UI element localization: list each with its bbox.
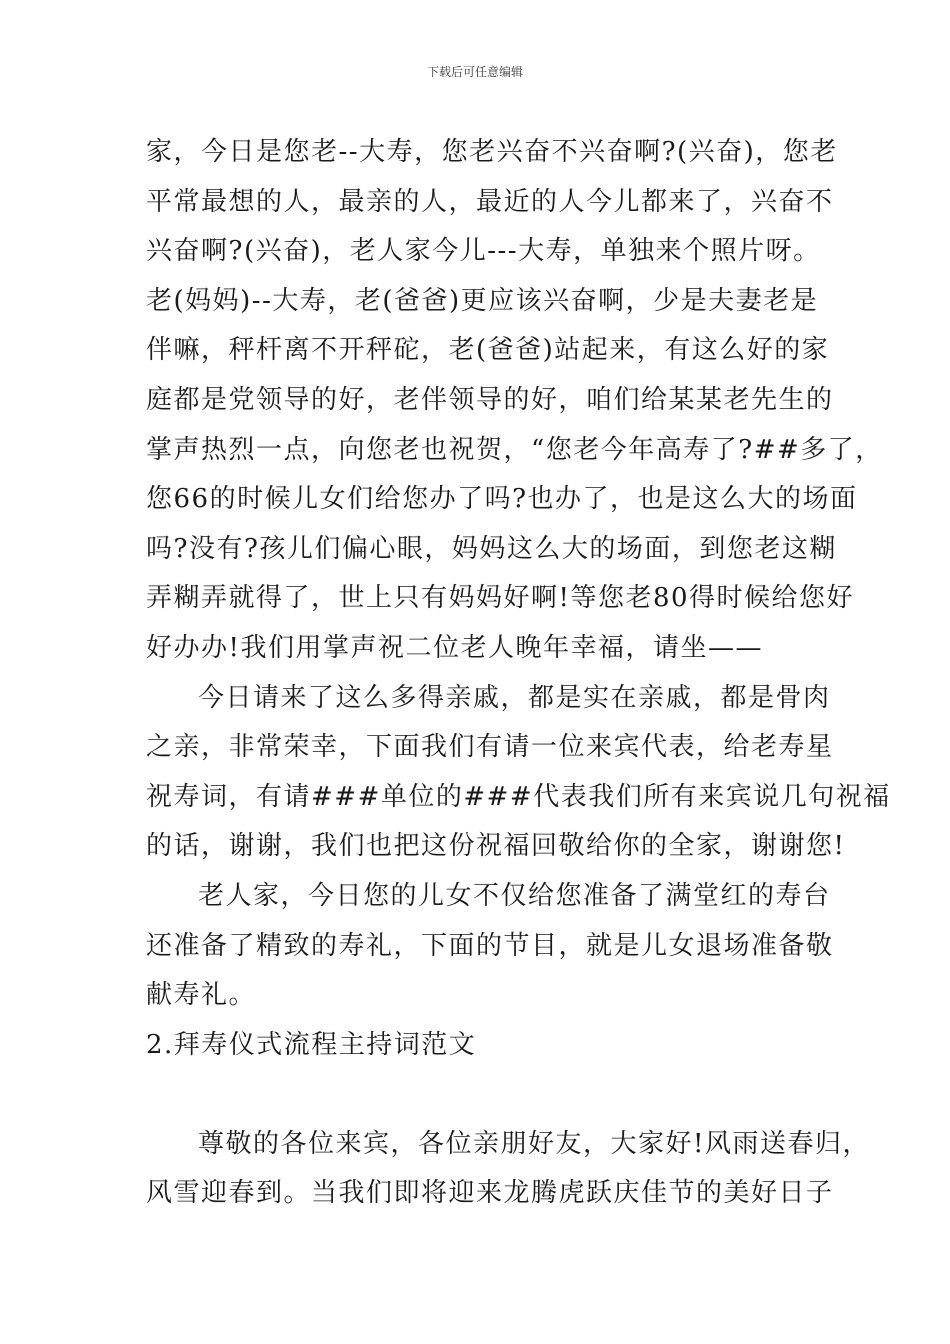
text-line: 好办办!我们用掌声祝二位老人晚年幸福，请坐——: [146, 632, 763, 663]
paragraph-opening-address: [146, 1120, 870, 1219]
text-line: 兴奋啊?(兴奋)，老人家今儿---大寿，单独来个照片呀。: [146, 236, 821, 267]
text-line: 平常最想的人，最亲的人，最近的人今儿都来了，兴奋不: [146, 186, 834, 217]
text-line: 吗?没有?孩儿们偏心眼，妈妈这么大的场面，到您老这糊: [146, 533, 837, 564]
text-line: 老人家，今日您的儿女不仅给您准备了满堂红的寿台: [198, 880, 831, 911]
paragraph-birthday-gift: [146, 872, 834, 1021]
text-line: 祝寿词，有请###单位的###代表我们所有来宾说几句祝福: [146, 781, 891, 812]
text-line: 风雪迎春到。当我们即将迎来龙腾虎跃庆佳节的美好日子: [146, 1178, 834, 1209]
text-line: 的话，谢谢，我们也把这份祝福回敬给你的全家，谢谢您!: [146, 831, 846, 862]
text-line: 伴嘛，秤杆离不开秤砣，老(爸爸)站起来，有这么好的家: [146, 335, 830, 366]
text-line: 弄糊弄就得了，世上只有妈妈好啊!等您老80得时候给您好: [146, 583, 855, 614]
paragraph-birthday-greeting: [146, 128, 883, 674]
text-line: 庭都是党领导的好，老伴领导的好，咱们给某某老先生的: [146, 384, 834, 415]
document-body: [146, 128, 891, 1219]
text-line: 掌声热烈一点，向您老也祝贺，“您老今年高寿了?##多了，: [146, 434, 883, 465]
section-heading: 2.拜寿仪式流程主持词范文: [146, 1029, 477, 1060]
text-line: 今日请来了这么多得亲戚，都是实在亲戚，都是骨肉: [198, 682, 831, 713]
blank-line: [146, 1070, 826, 1120]
text-line: 之亲，非常荣幸，下面我们有请一位来宾代表，给老寿星: [146, 732, 834, 763]
text-line: 您66的时候儿女们给您办了吗?也办了，也是这么大的场面: [146, 484, 858, 515]
paragraph-guest-representative: [146, 674, 891, 872]
page-header-note: 下载后可任意编辑: [426, 65, 523, 79]
text-line: 献寿礼。: [146, 980, 257, 1011]
text-line: 还准备了精致的寿礼，下面的节目，就是儿女退场准备敬: [146, 930, 834, 961]
text-line: 尊敬的各位来宾，各位亲朋好友，大家好!风雨送春归，: [198, 1128, 870, 1159]
text-line: 老(妈妈)--大寿，老(爸爸)更应该兴奋啊，少是夫妻老是: [146, 285, 819, 316]
text-line: 家，今日是您老--大寿，您老兴奋不兴奋啊?(兴奋)，您老: [146, 137, 838, 167]
